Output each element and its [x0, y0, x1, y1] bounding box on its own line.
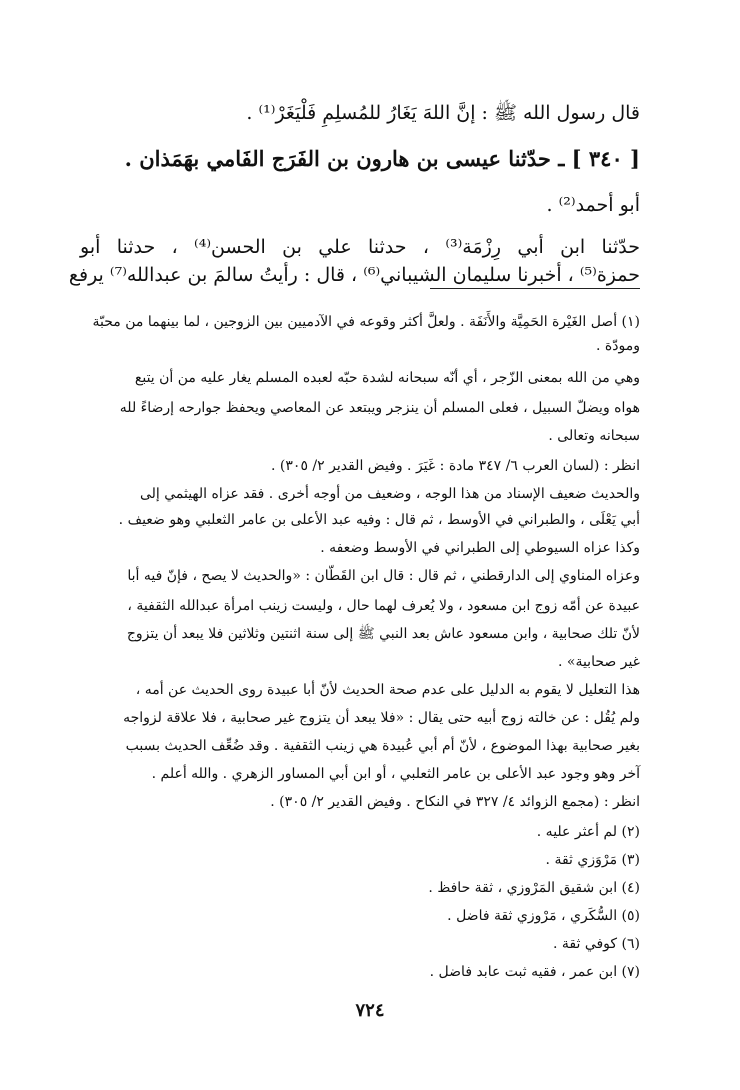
hadith-heading: [ ٣٤٠ ] ـ حدّثنا عيسى بن هارون بن الفَرَج الفَامي بهَمَذان .: [124, 146, 640, 171]
footnote-line: وعزاه المناوي إلى الدارقطني ، ثم قال : قال ابن القَطّان : «والحديث لا يصح ، فإنّ فيه أبا: [127, 568, 640, 584]
footnote-line: (٧) ابن عمر ، فقيه ثبت عابد فاضل .: [429, 964, 640, 980]
footnote-line: (٦) كوفي ثقة .: [552, 936, 640, 952]
footnote-line: (٤) ابن شقيق المَرْوزي ، ثقة حافظ .: [428, 880, 640, 896]
footnote-line: (٢) لم أعثر عليه .: [536, 824, 640, 840]
narrator-line: أبو أحمد⁽²⁾ .: [546, 194, 640, 216]
footnote-line: سبحانه وتعالى .: [548, 428, 640, 444]
footnote-line: انظر : (مجمع الزوائد ٤/ ٣٢٧ في النكاح . وفيض القدير ٢/ ٣٠٥) .: [270, 794, 640, 810]
footnote-line: غير صحابية» .: [557, 654, 640, 670]
footnote-line: (١) أصل الغَيْرة الحَمِيَّة والأَنَفَة . ولعلَّ أكثر وقوعه في الآدميين بين الزوجين ، لما بينهما من محبّة: [92, 314, 640, 330]
isnad-line: حمزة⁽⁵⁾ ، أخبرنا سليمان الشيباني⁽⁶⁾ ، قال : رأيتُ سالمَ بن عبدالله⁽⁷⁾ يرفع: [68, 264, 640, 286]
isnad-line: حدّثنا ابن أبي رِزْمَة⁽³⁾ ، حدثنا علي بن الحسن⁽⁴⁾ ، حدثنا أبو: [80, 236, 640, 258]
footnote-line: بغير صحابية بهذا الموضوع ، لأنّ أم أبي عُبيدة هي زينب الثقفية . وقد ضُعِّف الحديث بسبب: [125, 738, 640, 754]
footnote-line: آخر وهو وجود عبد الأعلى بن عامر الثعلبي ، أو ابن أبي المساور الزهري . والله أعلم .: [151, 766, 640, 782]
footnote-line: انظر : (لسان العرب ٦/ ٣٤٧ مادة : غَيَرَ . وفيض القدير ٢/ ٣٠٥) .: [271, 458, 640, 474]
footnote-line: هواه ويضلّ السبيل ، فعلى المسلم أن ينزجر ويبتعد عن المعاصي ويحفظ جوارحه إرضاءً لله: [119, 400, 640, 416]
page-number: ٧٢٤: [355, 1000, 385, 1021]
footnote-line: (٥) السُّكَري ، مَرْوزي ثقة فاضل .: [447, 908, 640, 924]
footnote-line: والحديث ضعيف الإسناد من هذا الوجه ، وضعيف من أوجه أخرى . فقد عزاه الهيثمي إلى: [139, 486, 640, 502]
footnote-line: هذا التعليل لا يقوم به الدليل على عدم صحة الحديث لأنّ أبا عبيدة روى الحديث عن أمه ،: [135, 682, 640, 698]
hadith-text-line: قال رسول الله ﷺ : إنَّ اللهَ يَغَارُ للمُسلِمِ فَلْيَغَرْ⁽¹⁾ .: [246, 102, 640, 124]
footnote-line: ومودّة .: [596, 338, 640, 354]
footnote-line: لأنّ تلك صحابية ، وابن مسعود عاش بعد النبي ﷺ إلى سنة اثنتين وثلاثين فلا يبعد أن يتزوج: [126, 626, 640, 642]
footnote-separator: [430, 288, 640, 289]
footnote-line: ولم يُقُل : عن خالته زوج أبيه حتى يقال : «فلا يبعد أن يتزوج غير صحابية ، فلا علاقة لزواجه: [123, 710, 640, 726]
footnote-line: (٣) مَرْوَزي ثقة .: [545, 852, 640, 868]
footnote-line: أبي يَعْلَى ، والطبراني في الأوسط ، ثم قال : وفيه عبد الأعلى بن عامر الثعلبي وهو ضعيف .: [118, 512, 640, 528]
footnote-line: عبيدة عن أمّه زوج ابن مسعود ، ولا يُعرف لهما حال ، وليست زينب امرأة عبدالله الثقفية ،: [127, 598, 640, 614]
footnote-line: وهي من الله بمعنى الزّجر ، أي أنّه سبحانه لشدة حبّه لعبده المسلم يغار عليه من أن يتبع: [134, 370, 640, 386]
footnote-line: وكذا عزاه السيوطي إلى الطبراني في الأوسط وضعفه .: [320, 540, 640, 556]
